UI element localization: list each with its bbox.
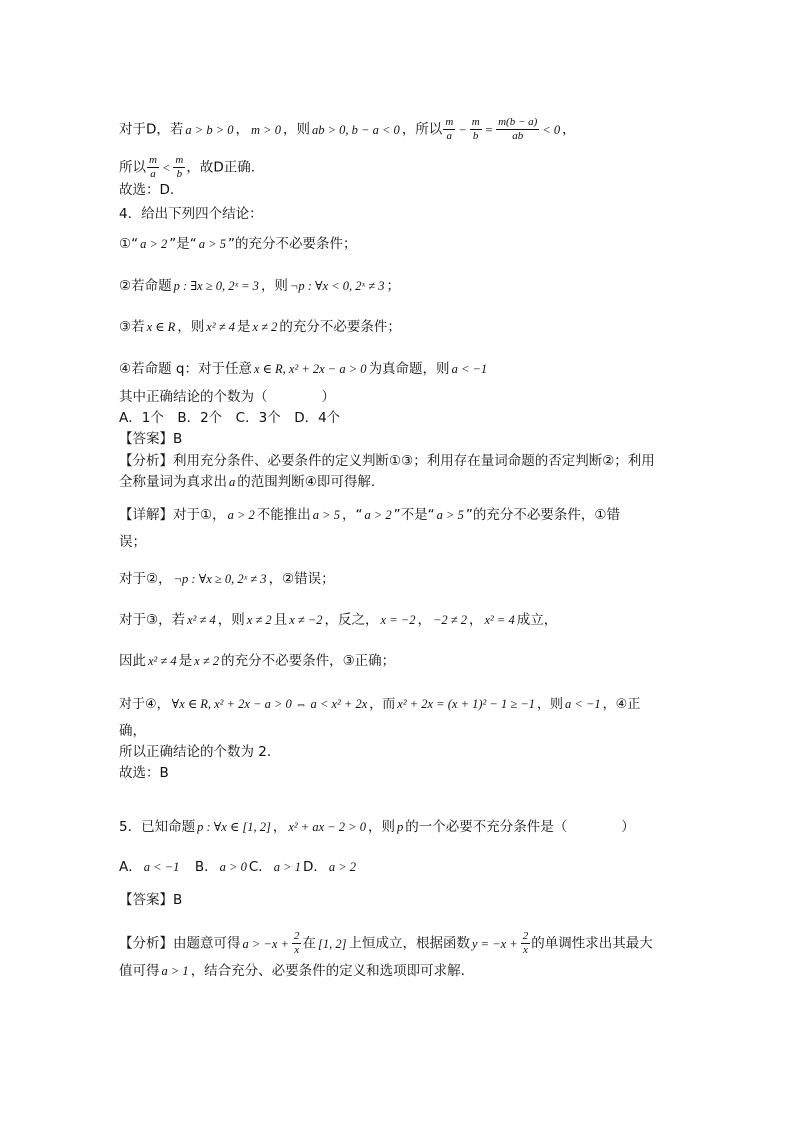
- choose-d: 故选：D.: [119, 182, 175, 198]
- text: ，则: [283, 121, 310, 138]
- fraction: $\frac{m}{a}$: [149, 154, 157, 180]
- q4-detail-4: 因此 x² ≠ 4 是 x ≠ 2 的充分不必要条件，③正确；: [119, 653, 396, 669]
- q5-analysis: 【分析】由题意可得 a > −x + $\frac{2}{x}$ 在 [1, 2] 上恒成立，根据函数 y = −x + $\frac{2}{x}$ 的单调性求出其最大: [119, 930, 653, 956]
- formula: < 0: [542, 122, 561, 137]
- fraction: $\frac{m}{a}$: [445, 116, 454, 142]
- q4-conclusion-1: ①“ a > 2 ”是“ a > 5 ”的充分不必要条件；: [119, 236, 357, 252]
- q4-count: 所以正确结论的个数为 2.: [119, 744, 272, 760]
- q4-detail-5-cont: 确，: [119, 723, 146, 739]
- q4-analysis-cont: 全称量词为真求出 a 的范围判断④即可得解.: [119, 474, 376, 490]
- fraction: $\frac{2}{x}$: [293, 930, 300, 956]
- text: ，: [235, 121, 250, 138]
- formula: ab > 0, b − a < 0: [312, 122, 400, 137]
- formula: a > b > 0: [185, 122, 234, 137]
- q4-ask: 其中正确结论的个数为（ ）: [119, 389, 335, 405]
- q4-answer: 【答案】B: [119, 431, 183, 447]
- question-5-title: 5．已知命题 p : ∀x ∈ [1, 2] ， x² + ax − 2 > 0 ，则 p 的一个必要不充分条件是（ ）: [119, 819, 635, 835]
- q5-analysis-cont: 值可得 a > 1 ，结合充分、必要条件的定义和选项即可求解.: [119, 963, 465, 979]
- fraction: $\frac{m}{b}$: [471, 116, 480, 142]
- fraction: $\frac{m}{b}$: [175, 154, 184, 180]
- q4-analysis: 【分析】利用充分条件、必要条件的定义判断①③；利用存在量词命题的否定判断②；利用: [119, 453, 655, 469]
- fraction: $\frac{2}{x}$: [522, 930, 529, 956]
- text: ，故D正确.: [186, 159, 256, 176]
- q4-detail-1-cont: 误；: [119, 534, 146, 550]
- q5-options: A． a < −1 B． a > 0 C． a > 1 D． a > 2: [119, 859, 357, 875]
- q4-conclusion-3: ③若 x ∈ R ，则 x² ≠ 4 是 x ≠ 2 的充分不必要条件；: [119, 319, 401, 335]
- fraction: $\frac{m(b - a)}{ab}$: [498, 116, 538, 142]
- formula: =: [484, 122, 494, 137]
- formula: m > 0: [251, 122, 281, 137]
- q4-detail-1: 【详解】对于①， a > 2 不能推出 a > 5 ，“ a > 2 ”不是“ a > 5 ”的充分不必要条件，①错: [119, 507, 620, 523]
- option-d-conclusion: [119, 154, 255, 181]
- text: 所以: [119, 159, 146, 176]
- q4-detail-5: 对于④， ∀x ∈ R, x² + 2x − a > 0 ⇔ a < x² + 2x ，而 x² + 2x = (x + 1)² − 1 ≥ −1 ，则 a < −1 ，④正: [119, 697, 641, 712]
- q5-answer: 【答案】B: [119, 892, 183, 908]
- text: ，所以: [401, 121, 443, 138]
- text: 对于D，若: [119, 121, 184, 138]
- q4-conclusion-4: ④若命题 q：对于任意 x ∈ R, x² + 2x − a > 0 为真命题，则 a < −1: [119, 361, 488, 377]
- q4-conclusion-2: ②若命题 p : ∃x ≥ 0, 2ˣ = 3 ，则 ¬p : ∀x < 0, 2ˣ ≠ 3 ；: [119, 278, 400, 294]
- q4-options: A．1个 B．2个 C．3个 D．4个: [119, 410, 341, 426]
- formula: −: [458, 122, 467, 137]
- question-4-title: 4．给出下列四个结论：: [119, 206, 263, 222]
- q4-detail-2: 对于②， ¬p : ∀x ≥ 0, 2ˣ ≠ 3 ，②错误；: [119, 571, 335, 587]
- option-d-analysis: [119, 116, 576, 143]
- formula: <: [161, 160, 171, 175]
- q4-detail-3: 对于③，若 x² ≠ 4 ，则 x ≠ 2 且 x ≠ −2 ，反之， x = −2 ， −2 ≠ 2 ， x² = 4 成立，: [119, 612, 558, 628]
- text: ，: [562, 121, 576, 138]
- choose-b: 故选：B: [119, 765, 169, 781]
